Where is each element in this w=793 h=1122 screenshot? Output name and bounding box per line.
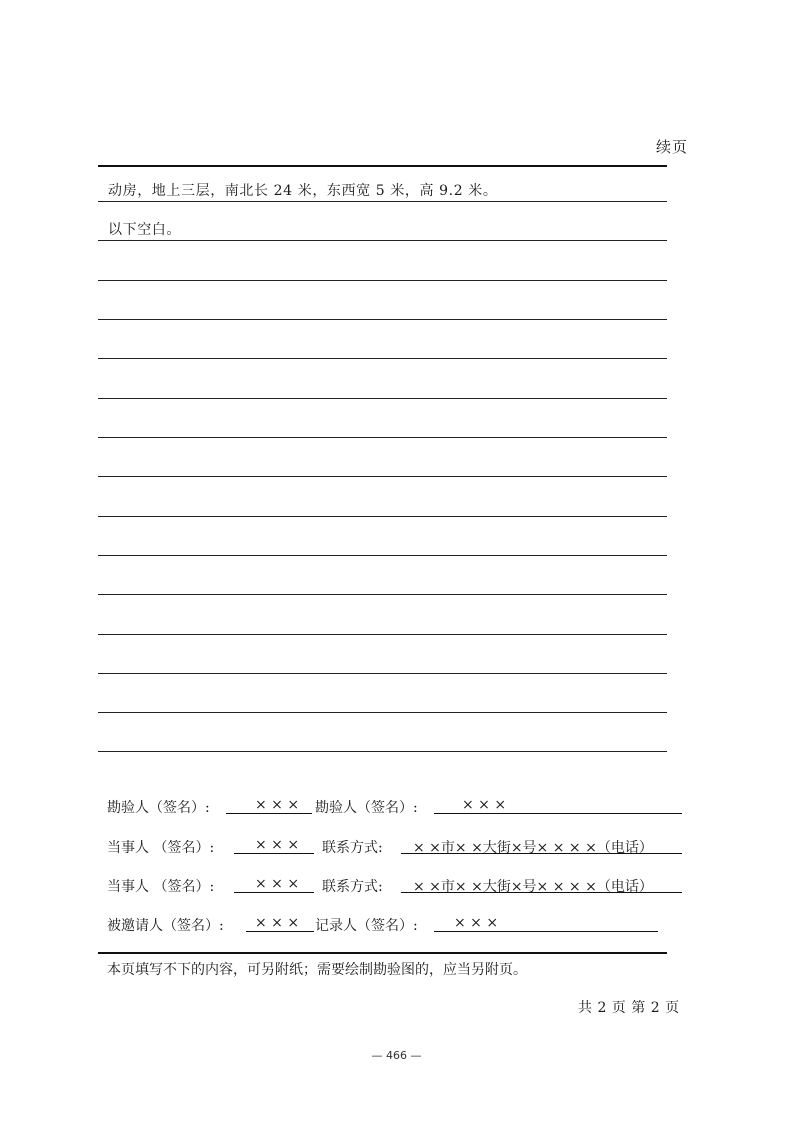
footnote: 本页填写不下的内容，可另附纸；需要绘制勘验图的，应当另附页。 <box>107 962 527 978</box>
page-number: — 466 — <box>371 1049 422 1062</box>
writing-line <box>98 712 667 713</box>
writing-line <box>98 594 667 595</box>
signature-underline <box>226 813 312 814</box>
party-label-1: 当事人 （签名）: <box>107 840 215 856</box>
inspector-label-1: 勘验人（签名）: <box>107 800 210 816</box>
party-label-2: 当事人 （签名）: <box>107 879 215 895</box>
inspector-value-2: × × × <box>462 797 507 813</box>
inspector-value-1: × × × <box>255 797 300 813</box>
signature-underline <box>401 853 682 854</box>
party-value-2: × × × <box>255 876 300 892</box>
signature-underline <box>234 892 314 893</box>
signature-underline <box>434 813 682 814</box>
top-border <box>98 165 667 167</box>
signature-underline <box>234 853 314 854</box>
body-line-2: 以下空白。 <box>108 222 181 238</box>
writing-line <box>98 673 667 674</box>
writing-line <box>98 319 667 320</box>
writing-line <box>98 476 667 477</box>
writing-line <box>98 751 667 752</box>
signature-underline <box>401 892 682 893</box>
page-count: 共 2 页 第 2 页 <box>578 1000 680 1016</box>
recorder-value: × × × <box>454 915 499 931</box>
bottom-border <box>98 952 667 954</box>
invitee-label: 被邀请人（签名）: <box>107 918 224 934</box>
writing-line <box>98 516 667 517</box>
body-line-1: 动房，地上三层，南北长 24 米，东西宽 5 米，高 9.2 米。 <box>108 183 498 199</box>
writing-line <box>98 634 667 635</box>
writing-line <box>98 240 667 241</box>
contact-value-2: × ×市× ×大街×号× × × ×（电话） <box>413 879 653 895</box>
writing-line <box>98 280 667 281</box>
contact-value-1: × ×市× ×大街×号× × × ×（电话） <box>413 840 653 856</box>
inspector-label-2: 勘验人（签名）: <box>315 800 418 816</box>
recorder-label: 记录人（签名）: <box>315 918 418 934</box>
writing-line <box>98 555 667 556</box>
signature-underline <box>246 931 314 932</box>
signature-underline <box>434 931 658 932</box>
party-value-1: × × × <box>255 837 300 853</box>
writing-line <box>98 201 667 202</box>
writing-line <box>98 358 667 359</box>
invitee-value: × × × <box>255 915 300 931</box>
writing-line <box>98 437 667 438</box>
contact-label-2: 联系方式: <box>322 879 383 895</box>
continued-page-label: 续页 <box>656 138 689 156</box>
writing-line <box>98 398 667 399</box>
contact-label-1: 联系方式: <box>322 840 383 856</box>
